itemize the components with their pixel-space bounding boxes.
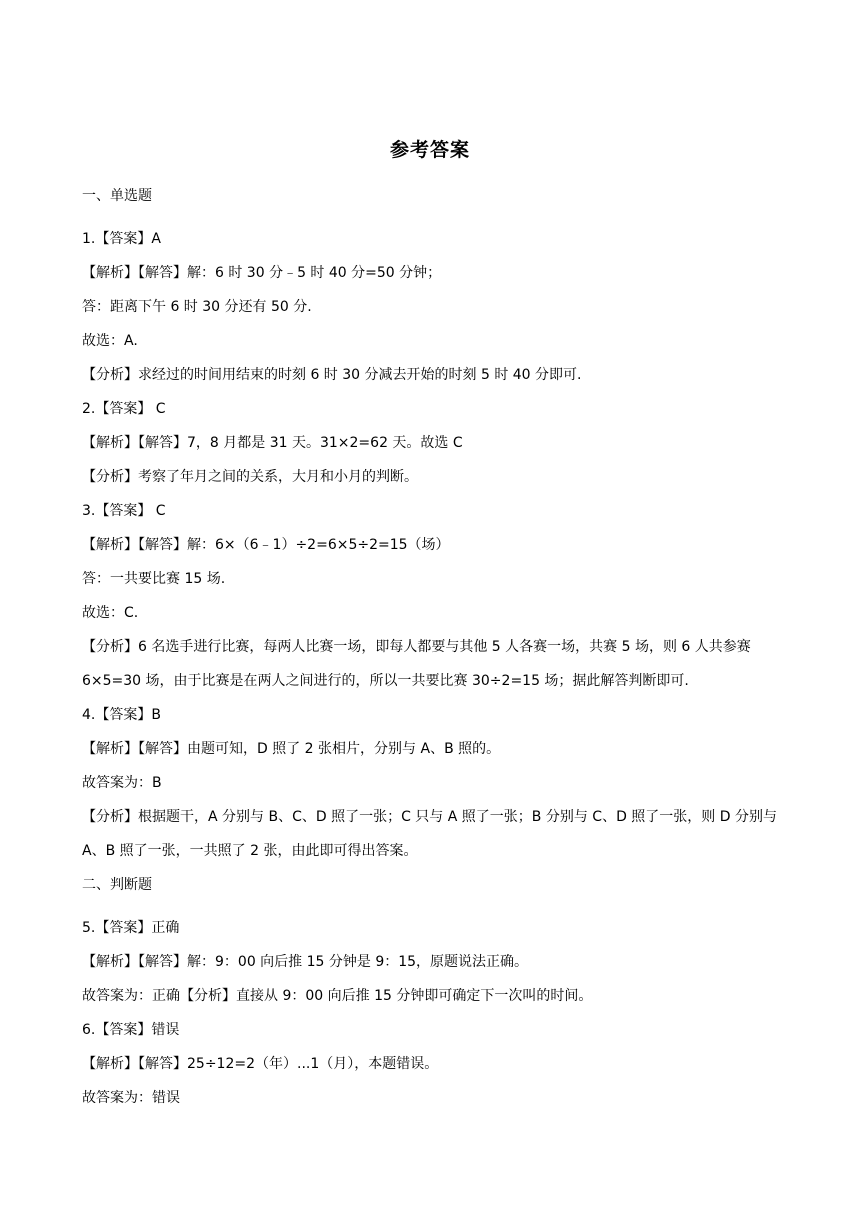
- reply-5: 故答案为：正确【分析】直接从 9：00 向后推 15 分钟即可确定下一次叫的时间。: [82, 988, 593, 1004]
- explanation-2: 【解析】【解答】7，8 月都是 31 天。31×2=62 天。故选 C: [82, 435, 463, 451]
- explanation-6: 【解析】【解答】25÷12=2（年）...1（月），本题错误。: [82, 1056, 439, 1072]
- section-heading-judgement: 二、判断题: [82, 877, 152, 893]
- explanation-3: 【解析】【解答】解：6×（6﹣1）÷2=6×5÷2=15（场）: [82, 537, 450, 553]
- analysis-3: 【分析】6 名选手进行比赛，每两人比赛一场，即每人都要与其他 5 人各赛一场，共赛 5 场，则 6 人共参赛 6×5=30 场，由于比赛是在两人之间进行的，所以一共要比赛 30÷2=15 场；据此解答判断即可.: [82, 639, 751, 689]
- explanation-5: 【解析】【解答】解：9：00 向后推 15 分钟是 9：15，原题说法正确。: [82, 954, 529, 970]
- answer-1: 1.【答案】A: [82, 231, 161, 247]
- analysis-2: 【分析】考察了年月之间的关系，大月和小月的判断。: [82, 469, 418, 485]
- answer-4: 4.【答案】B: [82, 707, 161, 723]
- reply-6: 故答案为：错误: [82, 1090, 180, 1106]
- answer-6: 6.【答案】错误: [82, 1022, 180, 1038]
- answer-5: 5.【答案】正确: [82, 920, 180, 936]
- explanation-4: 【解析】【解答】由题可知，D 照了 2 张相片，分别与 A、B 照的。: [82, 741, 501, 757]
- analysis-1: 【分析】求经过的时间用结束的时刻 6 时 30 分减去开始的时刻 5 时 40 分即可.: [82, 367, 582, 383]
- page-title: 参考答案: [389, 139, 470, 161]
- reply-4: 故答案为：B: [82, 775, 162, 791]
- choice-1: 故选：A.: [82, 333, 138, 349]
- choice-3: 故选：C.: [82, 605, 139, 621]
- answer-2: 2.【答案】 C: [82, 401, 166, 417]
- analysis-4: 【分析】根据题干，A 分别与 B、C、D 照了一张；C 只与 A 照了一张；B 分别与 C、D 照了一张，则 D 分别与 A、B 照了一张，一共照了 2 张，由此即可得出答案。: [82, 809, 777, 859]
- reply-1: 答：距离下午 6 时 30 分还有 50 分.: [82, 299, 312, 315]
- section-heading-single-choice: 一、单选题: [82, 188, 152, 204]
- explanation-1: 【解析】【解答】解：6 时 30 分﹣5 时 40 分=50 分钟；: [82, 265, 442, 281]
- reply-3: 答：一共要比赛 15 场.: [82, 571, 226, 587]
- answer-3: 3.【答案】 C: [82, 503, 166, 519]
